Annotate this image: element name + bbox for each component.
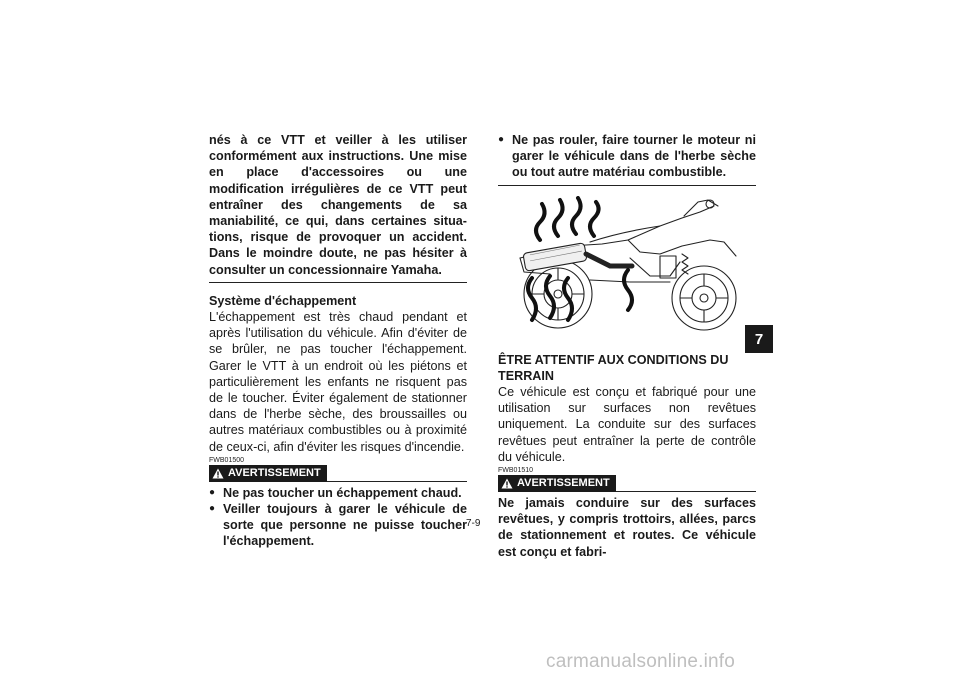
list-item: ● Ne pas rouler, faire tourner le moteur ni garer le véhicule dans de l'herbe sèche ou tout autre matériau combustible. <box>498 132 756 181</box>
warning-bullet-list <box>498 132 756 181</box>
left-column <box>209 132 467 550</box>
chapter-tab: 7 <box>745 325 773 353</box>
terrain-body: Ce véhicule est conçu et fabriqué pour une utilisation sur surfaces non revêtues uniquement. La conduite sur des surfaces revêtues peut entraîner la perte de contrôle du véhicule. <box>498 385 756 464</box>
warning-header <box>498 475 756 492</box>
watermark: carmanualsonline.info <box>546 651 736 672</box>
atv-exhaust-illustration <box>510 196 746 346</box>
warning-badge <box>209 465 327 482</box>
warning-code: FWB01500 <box>209 456 245 464</box>
page-number: 7-9 <box>466 518 481 529</box>
warning-header <box>209 465 467 482</box>
warning-label: AVERTISSEMENT <box>517 477 610 490</box>
terrain-warning-text: Ne jamais conduire sur des surfaces revêtues, y compris trottoirs, allées, parcs de stationnement et routes. Ce véhicule est conçu et fabri- <box>498 496 756 559</box>
warning-rule <box>327 480 467 482</box>
exhaust-heading: Système d'échappement <box>209 293 357 308</box>
warning-label: AVERTISSEMENT <box>228 467 321 480</box>
section-divider <box>498 185 756 186</box>
warning-bullet-list <box>209 485 467 550</box>
list-item: ● Veiller toujours à garer le véhicule de sorte que personne ne puisse toucher l'échappement. <box>209 501 467 550</box>
warning-continuation-text: nés à ce VTT et veiller à les utiliser conformément aux instructions. Une mise en place d'accessoires ou une modification irrégulières de ce VTT peut entraîner des changements de sa maniabilité, ce qui, dans certaines situations, risque de provoquer un accident. Dans le moindre doute, ne pas hésiter à consulter un concessionnaire Yamaha. <box>209 133 467 277</box>
list-item: ● Ne pas toucher un échappement chaud. <box>209 485 467 501</box>
warning-triangle-icon <box>501 478 513 489</box>
warning-triangle-icon <box>212 468 224 479</box>
terrain-heading: ÊTRE ATTENTIF AUX CONDITIONS DU TERRAIN <box>498 352 729 383</box>
right-column <box>498 132 756 560</box>
exhaust-body: L'échappement est très chaud pendant et après l'utilisation du véhicule. Afin d'éviter de se brûler, ne pas toucher l'échappement. Garer le VTT à un endroit où les piétons et particulièrement les enfants ne risquent pas de le toucher. Éviter également de stationner dans de l'herbe sèche, des broussailles ou autres matériaux combustibles ou à proximité de ceux-ci, afin d'éviter les risques d'incendie. <box>209 310 467 454</box>
warning-badge <box>498 475 616 492</box>
warning-rule <box>616 490 756 492</box>
section-divider <box>209 282 467 283</box>
warning-code: FWB01510 <box>498 467 534 475</box>
